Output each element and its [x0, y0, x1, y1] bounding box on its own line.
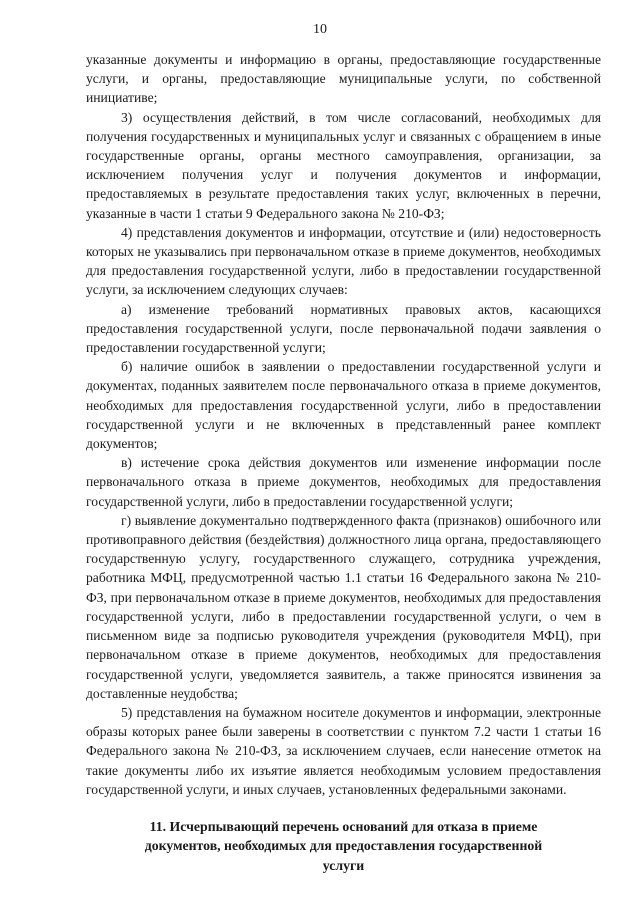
paragraph-subitem-v: в) истечение срока действия документов или изменение информации после первоначального отказа в приеме документов, необходимых для предоставления государственной услуги, либо в предоставлении государственной услуги;: [86, 455, 601, 509]
paragraph-subitem-b: б) наличие ошибок в заявлении о предоставлении государственной услуги и документах, поданных заявителем после первоначального отказа в приеме документов, необходимых для предоставления государственной услуги, либо в предоставлении государственной услуги и не включенных в представленный ранее комплект документов;: [86, 359, 601, 452]
document-body: [86, 50, 601, 875]
paragraph-subitem-a: а) изменение требований нормативных правовых актов, касающихся предоставления государственной услуги, после первоначальной подачи заявления о предоставлении государственной услуги;: [86, 301, 601, 356]
paragraph-subitem-g: г) выявление документально подтвержденного факта (признаков) ошибочного или противоправного действия (бездействия) должностного лица органа, предоставляющего государственную услугу, государственного служащего, сотрудника учреждения, работника МФЦ, предусмотренной частью 1.1 статьи 16 Федерального закона № 210-ФЗ, при первоначальном отказе в приеме документов, необходимых для предоставления государственной услуги, либо в предоставлении государственной услуги, о чем в письменном виде за подписью руководителя учреждения (руководителя МФЦ), при первоначальном отказе в приеме документов, необходимых для предоставления государственной услуги, уведомляется заявитель, а также приносятся извинения за доставленные неудобства;: [86, 512, 601, 701]
paragraph-item-3: 3) осуществления действий, в том числе согласований, необходимых для получения государственных и муниципальных услуг и связанных с обращением в иные государственные органы, органы местного самоуправления, организации, за исключением получения услуг и получения документов и информации, предоставляемых в результате предоставления таких услуг, включенных в перечни, указанные в части 1 статьи 9 Федерального закона № 210-ФЗ;: [86, 109, 601, 221]
paragraph-continuation: указанные документы и информацию в органы, предоставляющие государственные услуги, и органы, предоставляющие муниципальные услуги, по собственной инициативе;: [86, 52, 601, 106]
paragraph-item-5: 5) представления на бумажном носителе документов и информации, электронные образы которых ранее были заверены в соответствии с пунктом 7.2 части 1 статьи 16 Федерального закона № 210-ФЗ, за исключением случаев, если нанесение отметок на такие документы либо их изъятие является необходимым условием предоставления государственной услуги, и иных случаев, установленных федеральными законами.: [86, 704, 601, 797]
page-number: 10: [313, 22, 327, 37]
section-heading: 11. Исчерпывающий перечень оснований для отказа в приеме документов, необходимых для предоставления государственной услуги: [144, 818, 543, 873]
paragraph-item-4: 4) представления документов и информации, отсутствие и (или) недостоверность которых не указывались при первоначальном отказе в приеме документов, необходимых для предоставления государственной услуги, либо в предоставлении государственной услуги, за исключением следующих случаев:: [86, 224, 601, 298]
